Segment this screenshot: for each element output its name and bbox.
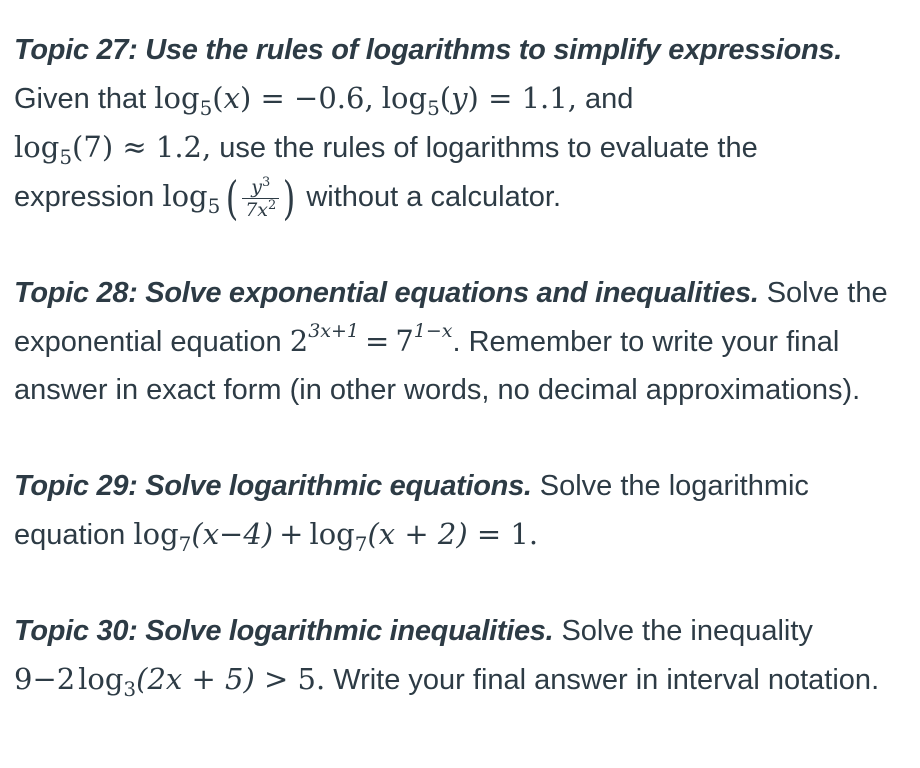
topic-27-expression-text: expression	[14, 181, 155, 213]
topic-29-solve-text: Solve the logarithmic equation	[14, 470, 809, 551]
topic-29	[14, 462, 910, 559]
page-content	[14, 26, 910, 704]
fraction: $\frac{y^3}{7x^2}$	[242, 177, 279, 220]
topic-30-heading: Topic 30: Solve logarithmic inequalities.	[14, 615, 554, 647]
log5-x-expression: $\log_5(x) = -0.6$,	[154, 81, 374, 120]
logarithmic-inequality: 9−2 $\log_3(2x + 5) > 5$.	[14, 662, 326, 701]
logarithmic-equation: $\log_7(x-4) + \log_7(x + 2) = 1$.	[133, 517, 539, 556]
log5-7-value: ≈ 1.2,	[122, 130, 212, 164]
topic-29-heading: Topic 29: Solve logarithmic equations.	[14, 470, 532, 502]
topic-27-use-text: use the rules of logarithms to evaluate the	[219, 132, 758, 164]
topic-27-without-text: without a calculator.	[306, 181, 562, 213]
exponential-equation: $2^{3x+1} = 7^{1-x}$	[289, 320, 453, 358]
log5-x-value: = −0.6,	[260, 81, 374, 115]
log5-7-expression: $\log_5(7) \approx 1.2$,	[14, 130, 212, 169]
topic-27-heading: Topic 27: Use the rules of logarithms to simplify expressions.	[14, 34, 842, 66]
topic-27	[14, 26, 910, 225]
topic-30-rest-text: Write your final answer in interval notation.	[333, 664, 880, 696]
topic-28	[14, 269, 910, 414]
log5-fraction-expression: $\log_5$ ( $\frac{y^3}{7x^2}$ )	[162, 171, 296, 225]
topic-30-solve-text: Solve the inequality	[561, 615, 813, 647]
and-text: and	[584, 83, 634, 115]
topic-27-given-text: Given that	[14, 83, 147, 115]
topic-30	[14, 607, 910, 704]
log5-y-expression: $\log_5(y) = 1.1$,	[381, 81, 577, 120]
topic-28-heading: Topic 28: Solve exponential equations and inequalities.	[14, 277, 759, 309]
topic-28-rest-text: . Remember to write your final answer in exact form (in other words, no decimal approximations).	[14, 326, 861, 406]
topic-28-solve-text: Solve the exponential equation	[14, 277, 888, 358]
log5-y-value: = 1.1,	[488, 81, 577, 115]
